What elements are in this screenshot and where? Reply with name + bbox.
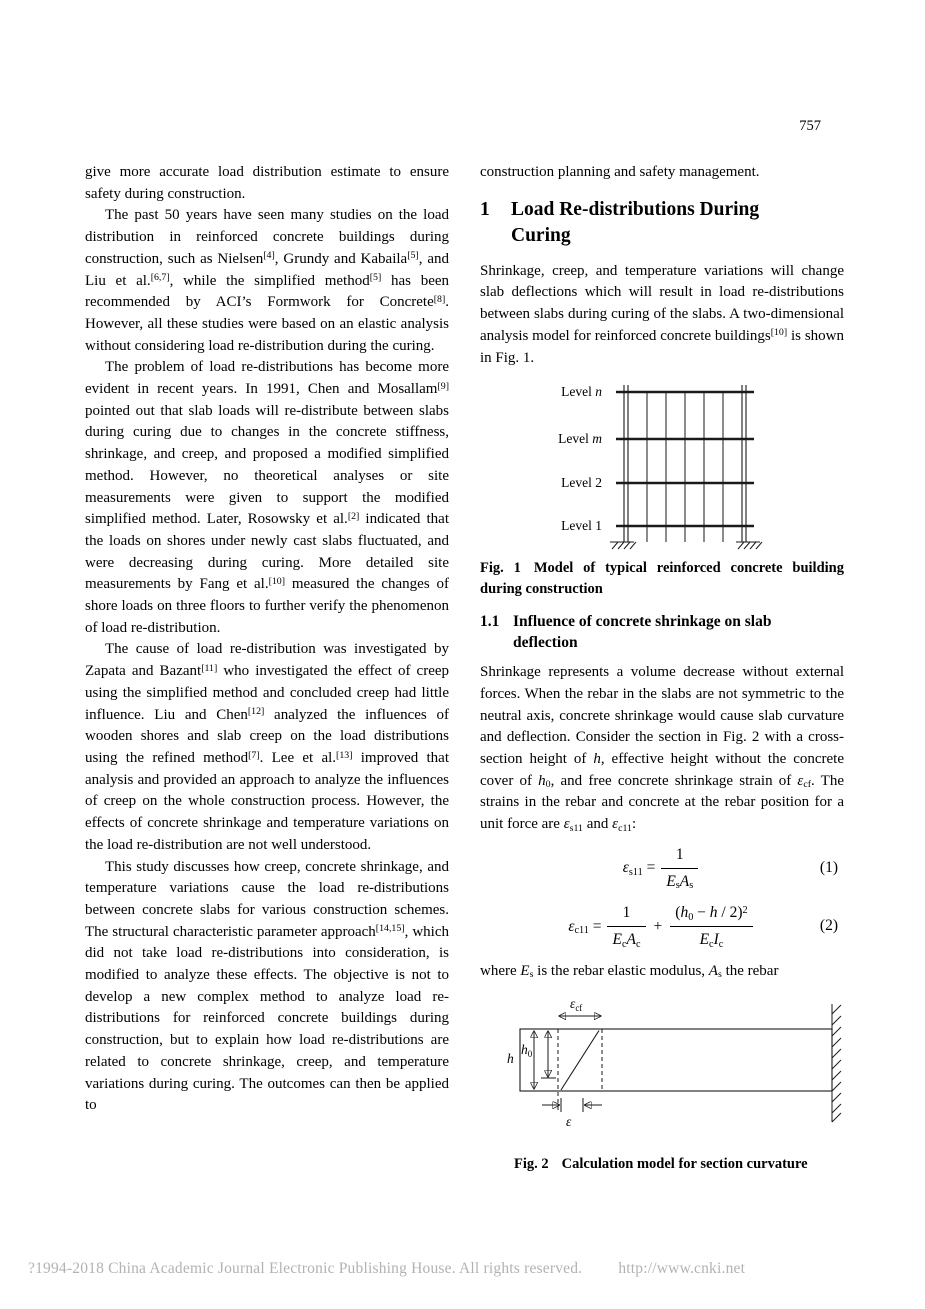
numerator: 1 (607, 902, 645, 927)
page-number: 757 (799, 118, 821, 134)
fraction (607, 902, 645, 950)
dim-strain-bottom (542, 1098, 602, 1112)
figure-2-caption (514, 1154, 844, 1175)
subsection-number: 1.1 (480, 613, 500, 631)
paragraph: The problem of load re-distributions has become more evident in recent years. In 1991, Chen and Mosallam[9] pointed out that slab loads will re-distribute between slabs during curing due to changes in the concrete stiffness, shrinkage, and creep, and proposed a modified simplified method. However, no theoretical analyses or site measurements were given to support the modified simplified method. Later, Rosowsky et al.[2] indicated that the loads on shores under newly cast slabs fluctuated, and were decreasing during curing. More detailed site measurements by Fang et al.[10] measured the changes of shore loads on three floors to further verify the phenomenon of load re-distribution. (85, 359, 450, 636)
level-label: Level 2 (561, 475, 602, 491)
paragraph: give more accurate load distribution estimate to ensure safety during construction. (85, 164, 449, 202)
section-number: 1 (480, 198, 490, 220)
denominator: $E_cA_c$ (612, 930, 641, 950)
equation-2-lhs: $\varepsilon_{c11}$ = (568, 917, 602, 937)
equation-2 (480, 902, 844, 950)
fraction (670, 902, 752, 950)
equation-2-number: (2) (819, 917, 838, 935)
height-h0-label: $h_0$ (521, 1042, 533, 1059)
fixed-support-hatch (832, 1004, 841, 1122)
paragraph: This study discusses how creep, concrete shrinkage, and temperature variations cause the load re-distributions between concrete slabs for various construction schemes. The structural characteristic parameter approach[14,15], which did not take load re-distributions into consideration, is modified to analyze these effects. The objective is not to develop a new complex method to analyze load re-distributions for reinforced concrete buildings during construction, but to explain how load re-distributions are related to concrete shrinkage, creep, and temperature variations during curing. The outcomes can then be applied to (85, 858, 449, 1114)
level-label: Level m (558, 431, 602, 447)
height-h-label: h (507, 1051, 514, 1067)
right-column (480, 162, 844, 1179)
paragraph: where $E_s$ is the rebar elastic modulus, $A_s$ the rebar (480, 962, 779, 981)
paragraph: The cause of load re-distribution was investigated by Zapata and Bazant[11] who investigated the effect of creep using the simplified method and concluded creep had little influence. Liu and Chen[12] analyzed the influences of wooden shores and slab creep on the load distributions using the refined method[7]. Lee et al.[13] improved that analysis and provided an approach to analyze the influences of creep on the whole construction process. However, the effects of concrete shrinkage and temperature variations on the load re-distribution are not well understood. (85, 641, 450, 853)
strain-bottom-label: ε (566, 1114, 572, 1130)
figure-2-caption-text: Calculation model for section curvature (561, 1156, 808, 1173)
numerator: 1 (661, 844, 698, 869)
strain-line (561, 1031, 599, 1091)
figure-2-caption-label: Fig. 2 (514, 1156, 549, 1173)
watermark-footer (28, 1260, 745, 1278)
level-label: Level 1 (561, 518, 602, 534)
paragraph: Shrinkage, creep, and temperature variations will change slab deflections which will result in load re-distributions between slabs during curing of the slabs. A two-dimensional analysis model for reinforced concrete buildings[10] is shown in Fig. 1. (480, 262, 844, 366)
equation-1-number: (1) (819, 859, 838, 877)
denominator: $E_cI_c$ (699, 930, 724, 950)
subsection-heading (480, 611, 844, 653)
section-strip (558, 1029, 602, 1112)
figure-1-caption-label: Fig. 1 (480, 560, 521, 577)
paragraph: Shrinkage represents a volume decrease without external forces. When the rebar in the slabs are not symmetric to the neutral axis, concrete shrinkage would cause slab curvature and deflection. Consider the section in Fig. 2 with a cross-section height of h, effective height without the concrete cover of $h_0$, and free concrete shrinkage strain of $\varepsilon_{cf}$. The strains in the rebar and concrete at the rebar position for a unit force are $\varepsilon_{s11}$ and $\varepsilon_{c11}$: (480, 664, 844, 834)
subsection-title: Influence of concrete shrinkage on slab deflection (513, 613, 772, 652)
equation-1 (480, 844, 844, 892)
left-column (85, 162, 449, 1117)
copyright-text: ?1994-2018 China Academic Journal Electronic Publishing House. All rights reserved. (28, 1260, 583, 1277)
denominator: $E_sA_s$ (666, 872, 694, 892)
equation-1-lhs: $\varepsilon_{s11}$ = (622, 859, 656, 878)
section-title: Load Re-distributions During Curing (511, 198, 760, 247)
figure-1-caption-text: Model of typical reinforced concrete building during construction (480, 560, 844, 597)
shores (647, 393, 723, 542)
strain-cf-label: $\varepsilon_{cf}$ (570, 996, 583, 1013)
section-diagram (480, 994, 852, 1144)
publisher-url: http://www.cnki.net (618, 1260, 746, 1277)
fraction (661, 844, 698, 892)
section-heading (480, 197, 844, 250)
level-label: Level n (561, 384, 602, 400)
figure-1 (480, 380, 844, 554)
plus-operator: + (653, 917, 663, 935)
figure-2 (480, 994, 844, 1146)
building-diagram (608, 382, 768, 552)
paragraph: construction planning and safety management. (480, 164, 760, 180)
paragraph: The past 50 years have seen many studies on the load distribution in reinforced concrete buildings during construction, such as Nielsen[4], Grundy and Kabaila[5], and Liu et al.[6,7], while the simplified method[5] has been recommended by ACI’s Formwork for Concrete[8]. However, all these studies were based on an elastic analysis without considering load re-distribution during the curing. (85, 207, 450, 354)
figure-1-caption (480, 558, 844, 599)
numerator: $(h_0 - h / 2)^2$ (670, 902, 752, 927)
ground-hatch (610, 542, 762, 549)
